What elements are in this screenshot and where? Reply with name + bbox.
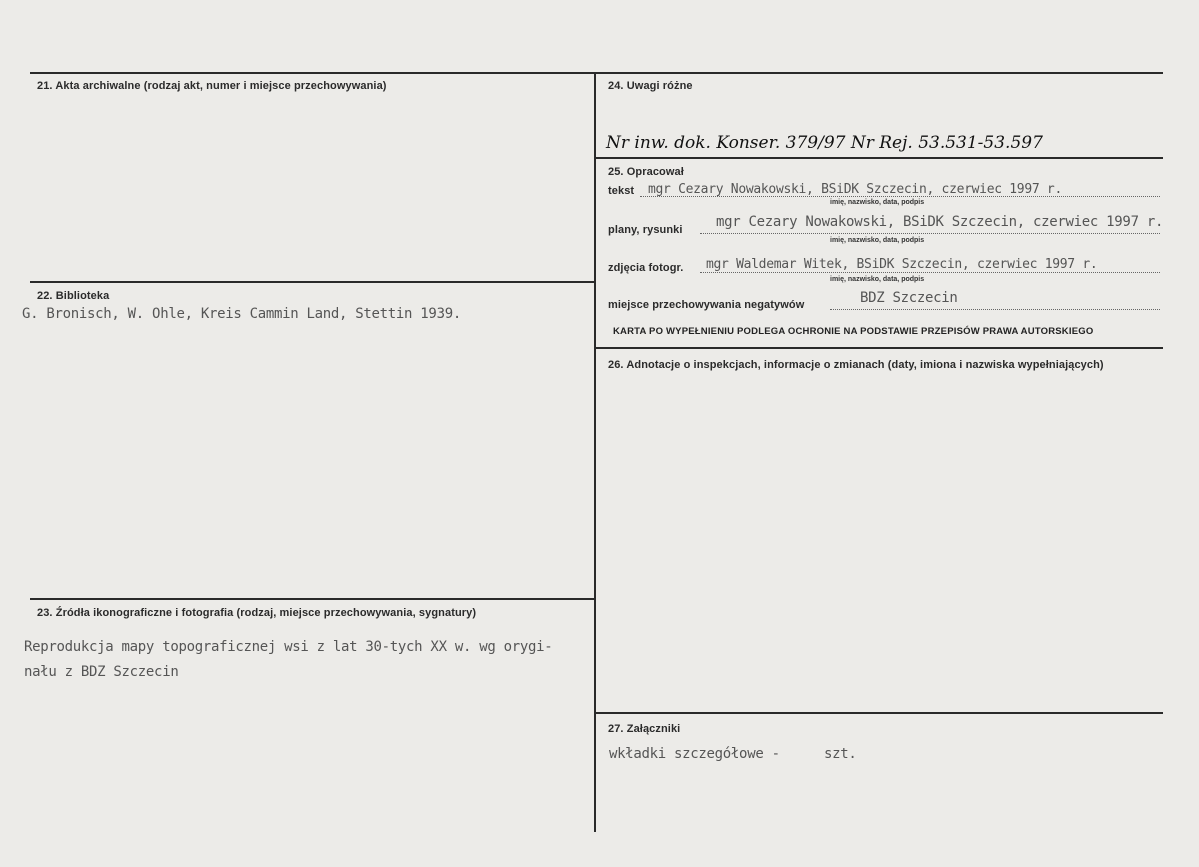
section-26-label: 26. Adnotacje o inspekcjach, informacje o zmianach (daty, imiona i nazwiska wypełniających) [608, 359, 1104, 371]
plany-value: mgr Cezary Nowakowski, BSiDK Szczecin, czerwiec 1997 r. [716, 214, 1164, 230]
zdjecia-caption: imię, nazwisko, data, podpis [830, 276, 925, 283]
rule-21-22 [30, 281, 596, 283]
section-21-label: 21. Akta archiwalne (rodzaj akt, numer i miejsce przechowywania) [37, 80, 387, 92]
tekst-label: tekst [608, 185, 635, 197]
rule-25-26 [596, 347, 1163, 349]
section-23-label: 23. Źródła ikonograficzne i fotografia (rodzaj, miejsce przechowywania, sygnatury) [37, 607, 477, 619]
rule-26-27 [596, 712, 1163, 714]
section-25-label: 25. Opracował [608, 166, 684, 178]
section-27-label: 27. Załączniki [608, 723, 681, 735]
plany-caption: imię, nazwisko, data, podpis [830, 237, 925, 244]
section-22-value: G. Bronisch, W. Ohle, Kreis Cammin Land, Stettin 1939. [22, 306, 461, 322]
zdjecia-dotted-line [700, 272, 1160, 273]
rule-22-23 [30, 598, 596, 600]
tekst-value: mgr Cezary Nowakowski, BSiDK Szczecin, czerwiec 1997 r. [648, 182, 1062, 197]
section-22-label: 22. Biblioteka [37, 290, 110, 302]
section-23-line-2: nału z BDZ Szczecin [24, 664, 179, 680]
rule-24-25 [596, 157, 1163, 159]
attachments-unit: szt. [824, 746, 857, 762]
zdjecia-label: zdjęcia fotogr. [608, 262, 684, 274]
plany-dotted-line [700, 233, 1160, 234]
section-24-label: 24. Uwagi różne [608, 80, 693, 92]
negatywy-label: miejsce przechowywania negatywów [608, 299, 805, 311]
negatywy-dotted-line [830, 309, 1160, 310]
negatywy-value: BDZ Szczecin [860, 290, 958, 306]
section-23-line-1: Reprodukcja mapy topograficznej wsi z lat 30-tych XX w. wg orygi- [24, 639, 553, 655]
attachments-value: wkładki szczegółowe - [609, 746, 780, 762]
top-rule [30, 72, 1163, 74]
copyright-notice: KARTA PO WYPEŁNIENIU PODLEGA OCHRONIE NA PODSTAWIE PRZEPISÓW PRAWA AUTORSKIEGO [613, 326, 1094, 337]
zdjecia-value: mgr Waldemar Witek, BSiDK Szczecin, czerwiec 1997 r. [706, 257, 1098, 272]
vertical-divider [594, 72, 596, 832]
tekst-caption: imię, nazwisko, data, podpis [830, 199, 925, 206]
plany-label: plany, rysunki [608, 224, 683, 236]
inventory-number-handwritten: Nr inw. dok. Konser. 379/97 Nr Rej. 53.531-53.597 [606, 133, 1043, 153]
